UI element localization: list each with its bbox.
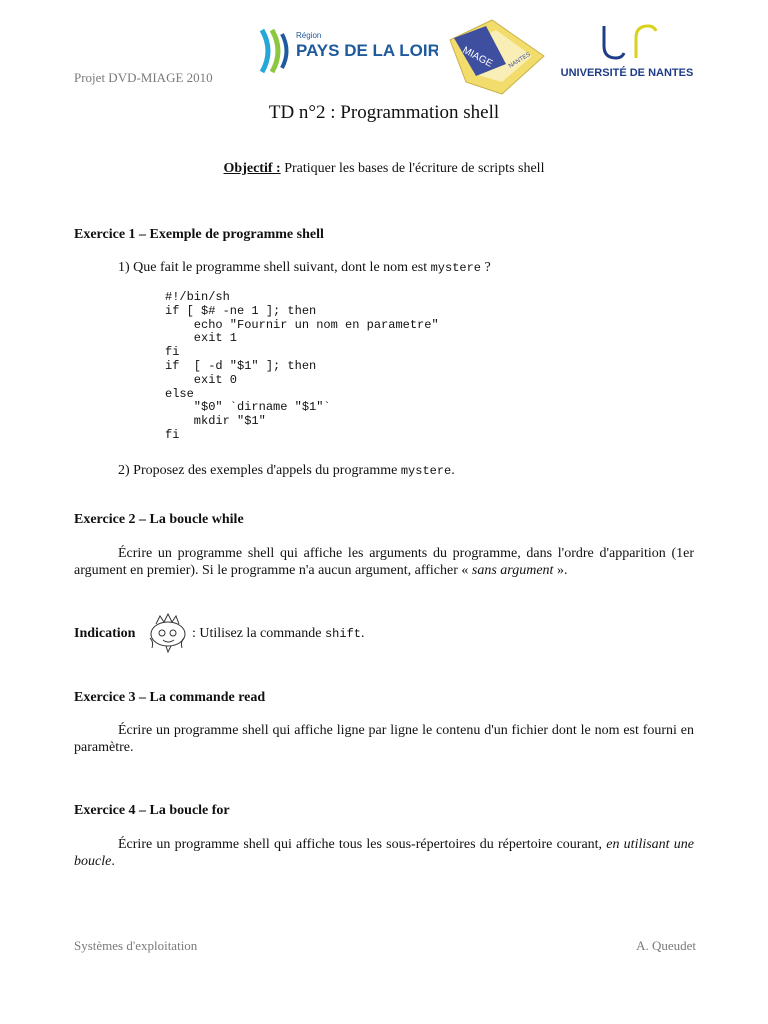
indication-content xyxy=(192,625,364,643)
indication-code: shift xyxy=(324,627,361,641)
code-line: "$0" `dirname "$1"` xyxy=(165,400,331,415)
exercise-3-heading: Exercice 3 – La commande read xyxy=(74,690,266,705)
q1-code: mystere xyxy=(430,261,482,275)
indication-end: . xyxy=(360,626,365,641)
ex2-emphasis: sans argument xyxy=(471,563,554,578)
objective-label: Objectif : xyxy=(223,161,281,176)
code-block xyxy=(165,291,439,443)
code-line: fi xyxy=(165,345,180,360)
code-line: #!/bin/sh xyxy=(165,290,230,304)
ex4-text: Écrire un programme shell qui affiche tous les sous-répertoires du répertoire courant, xyxy=(118,837,607,852)
code-line: mkdir "$1" xyxy=(165,414,266,429)
q1-text: 1) Que fait le programme shell suivant, dont le nom est xyxy=(118,260,431,275)
region-logo-text: PAYS DE LA LOIRE xyxy=(296,41,438,60)
exercise-1-question-1 xyxy=(118,259,491,277)
footer-course: Systèmes d'exploitation xyxy=(74,938,198,953)
region-logo xyxy=(258,24,438,78)
code-line: if [ $# -ne 1 ]; then xyxy=(165,303,317,318)
exercise-1-heading: Exercice 1 – Exemple de programme shell xyxy=(74,227,324,242)
page-title: TD n°2 : Programmation shell xyxy=(268,102,500,123)
university-logo-text: UNIVERSITÉ DE NANTES xyxy=(560,67,694,79)
ex4-emphasis: en utilisant une boucle xyxy=(74,837,694,869)
code-line: echo "Fournir un nom en parametre" xyxy=(165,317,439,332)
miage-logo-city: NANTES xyxy=(507,51,532,70)
q2-text: 2) Proposez des exemples d'appels du programme xyxy=(118,463,401,478)
q2-code: mystere xyxy=(400,464,452,478)
q2-end: . xyxy=(451,463,455,478)
ex2-text: Écrire un programme shell qui affiche les arguments du programme, dans l'ordre d'apparition (1er argument en premier). Si le programme n'a aucun argument, afficher « xyxy=(74,546,694,578)
indication-text: : Utilisez la commande xyxy=(192,626,325,641)
miage-logo-text: MIAGE xyxy=(460,44,495,70)
objective-text: Pratiquer les bases de l'écriture de scripts shell xyxy=(280,161,545,176)
code-line: exit 1 xyxy=(165,331,238,346)
exercise-4-heading: Exercice 4 – La boucle for xyxy=(74,803,230,818)
indication xyxy=(74,625,135,642)
miage-logo xyxy=(446,16,550,100)
code-line: exit 0 xyxy=(165,372,238,387)
objective xyxy=(0,161,768,177)
ex4-end: . xyxy=(111,854,115,869)
code-line: else xyxy=(165,386,194,401)
q1-end: ? xyxy=(481,260,491,275)
exercise-2-text xyxy=(74,545,694,579)
footer-author: A. Queudet xyxy=(636,938,696,953)
code-line: fi xyxy=(165,427,180,442)
indication-label: Indication xyxy=(74,626,136,641)
thinking-cartoon-icon xyxy=(146,612,190,654)
exercise-2-heading: Exercice 2 – La boucle while xyxy=(74,512,244,527)
exercise-1-question-2 xyxy=(118,462,455,480)
university-logo xyxy=(556,20,698,80)
project-label: Projet DVD-MIAGE 2010 xyxy=(74,70,213,85)
code-line: if [ -d "$1" ]; then xyxy=(165,358,317,373)
exercise-4-text xyxy=(74,836,694,870)
region-logo-small: Région xyxy=(296,31,322,40)
ex2-end: ». xyxy=(553,563,568,578)
exercise-3-text: Écrire un programme shell qui affiche ligne par ligne le contenu d'un fichier dont le nom est fourni en paramètre. xyxy=(74,723,694,755)
